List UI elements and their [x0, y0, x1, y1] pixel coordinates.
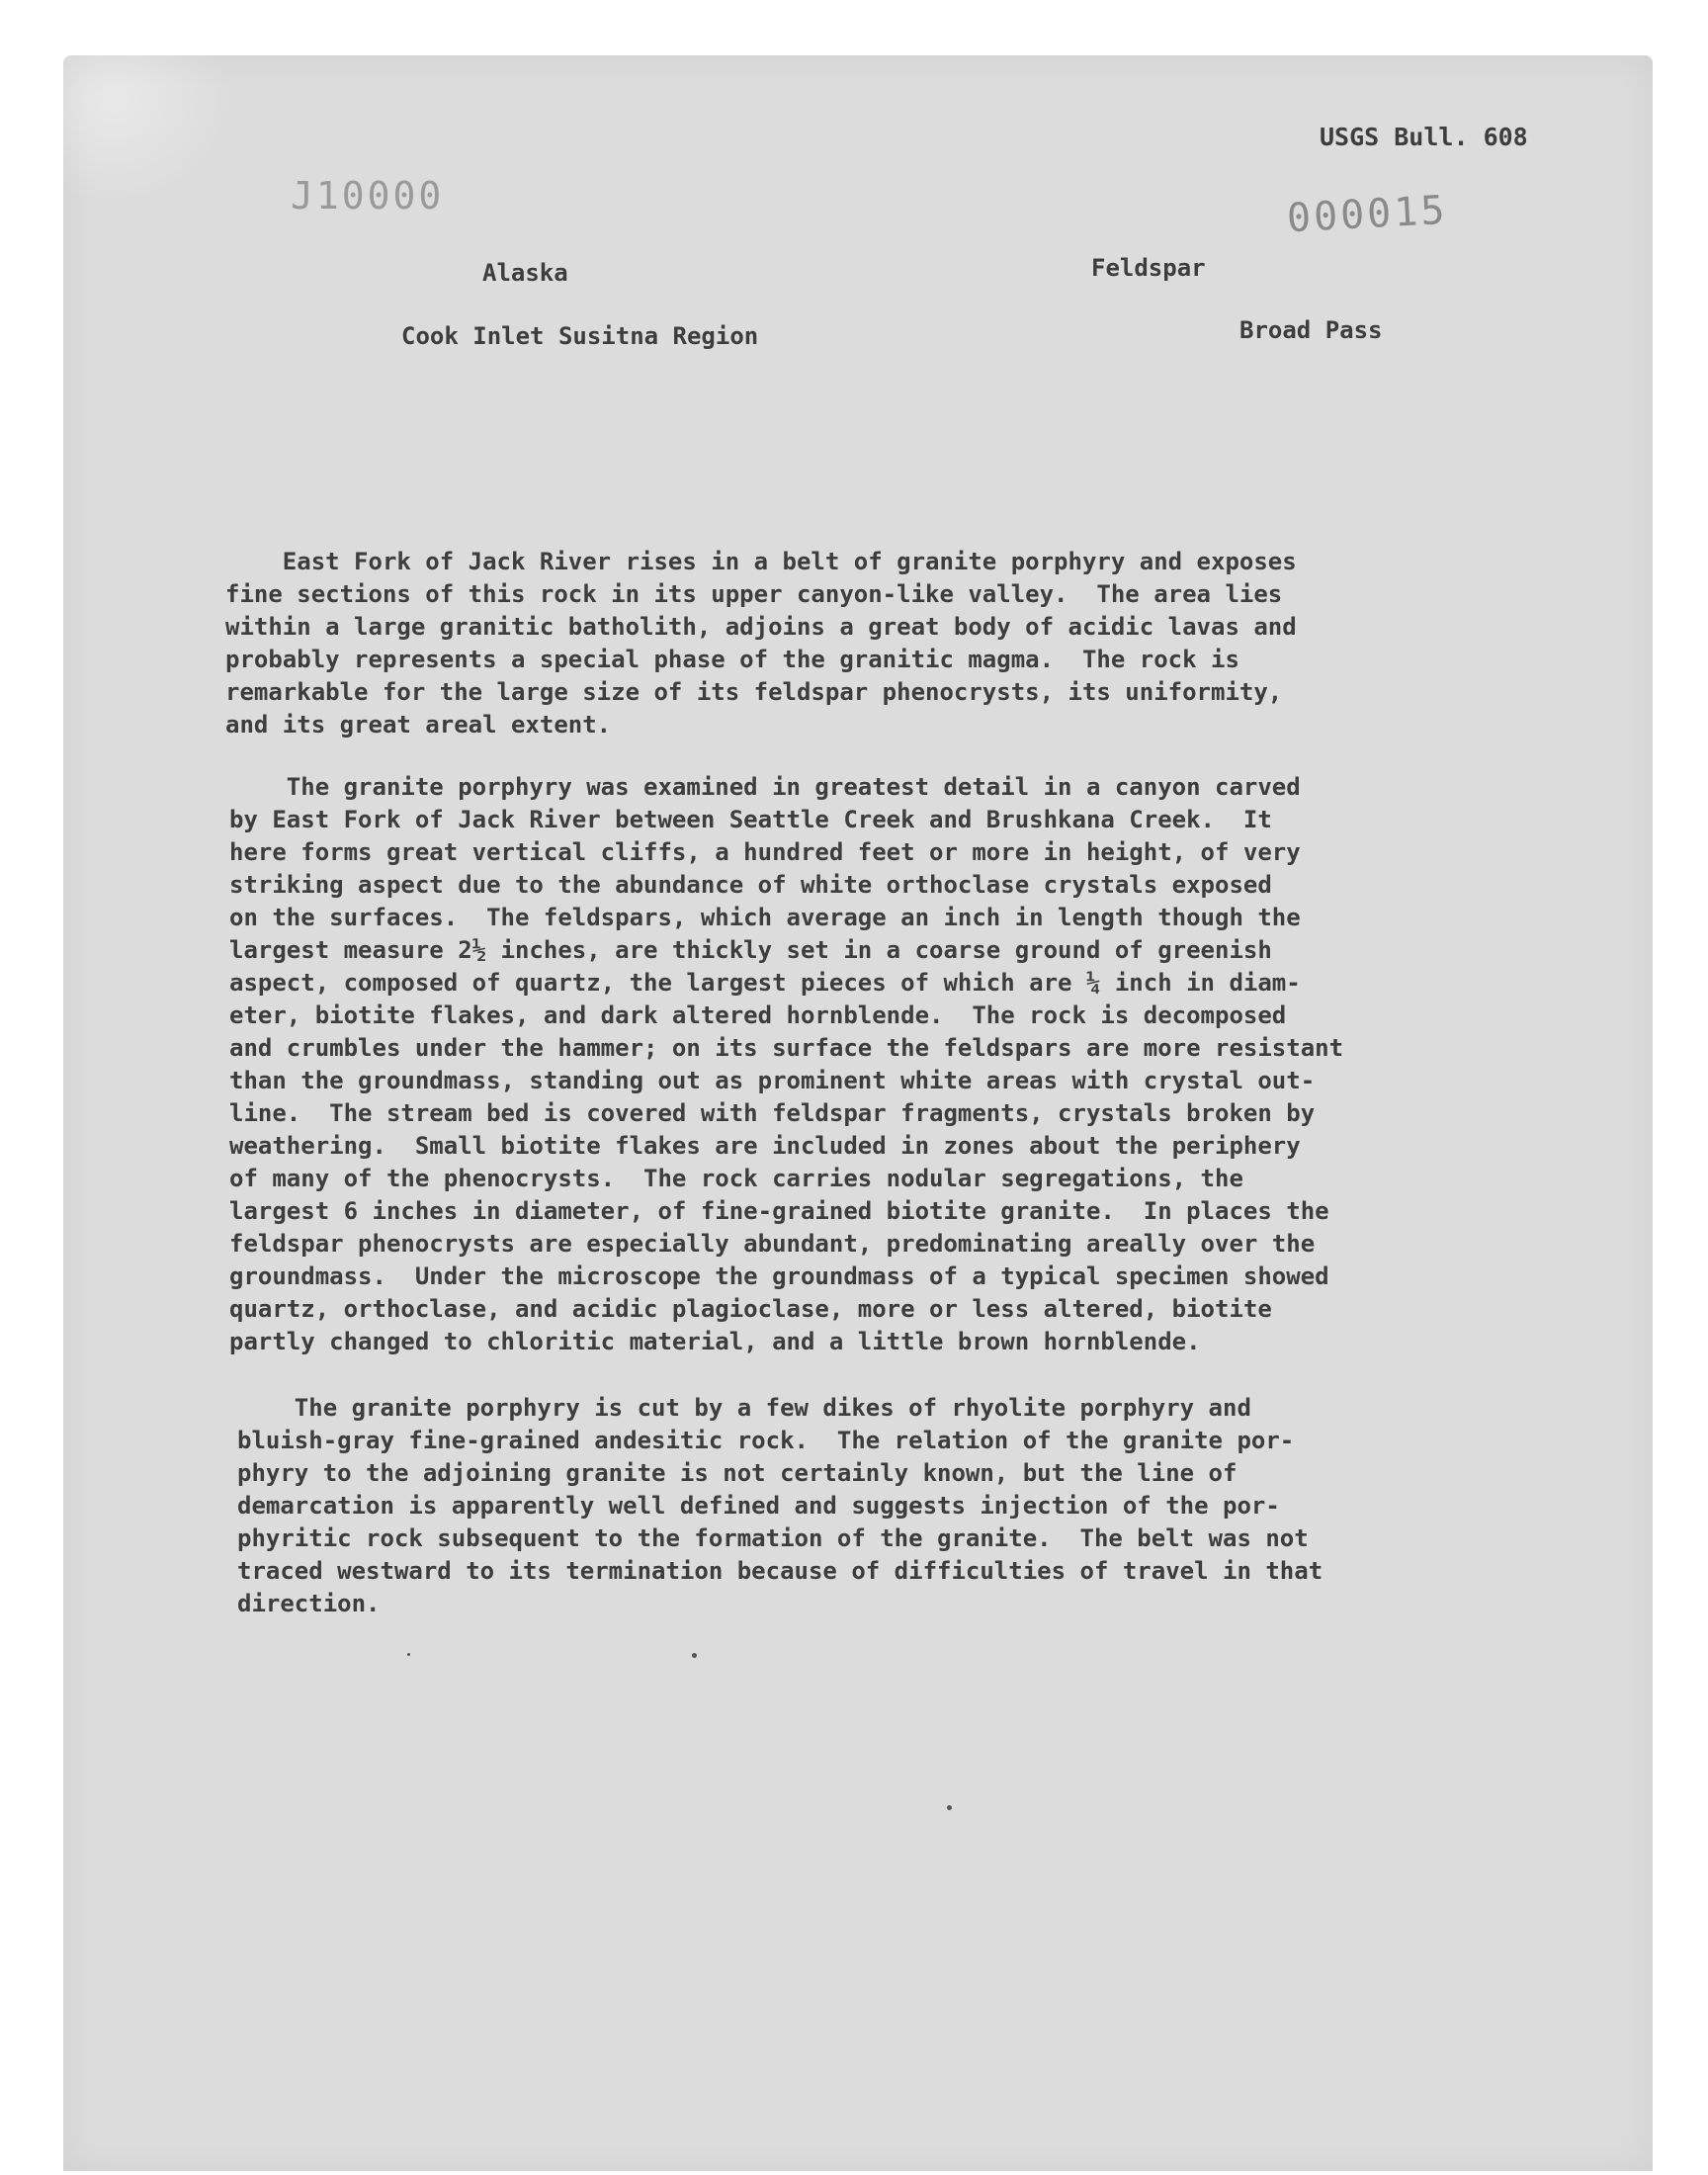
- state-heading: Alaska: [482, 259, 568, 287]
- text-line: on the surfaces. The feldspars, which average an inch in length though the: [229, 904, 1301, 931]
- text-line: largest 6 inches in diameter, of fine-grained biotite granite. In places the: [229, 1197, 1329, 1225]
- paragraph-3: [237, 1392, 1323, 1620]
- ink-speck: [947, 1805, 952, 1810]
- bulletin-reference: USGS Bull. 608: [1320, 123, 1528, 151]
- text-line: phyry to the adjoining granite is not certainly known, but the line of: [237, 1459, 1238, 1487]
- archive-stamp-left: J10000: [291, 174, 445, 218]
- region-heading: Cook Inlet Susitna Region: [401, 322, 759, 350]
- text-line: probably represents a special phase of the granitic magma. The rock is: [225, 646, 1239, 673]
- text-line: and crumbles under the hammer; on its surface the feldspars are more resistant: [229, 1034, 1344, 1062]
- text-line: within a large granitic batholith, adjoins a great body of acidic lavas and: [225, 613, 1297, 641]
- text-line: line. The stream bed is covered with feldspar fragments, crystals broken by: [229, 1099, 1316, 1127]
- text-line: aspect, composed of quartz, the largest pieces of which are ¼ inch in diam-: [229, 969, 1301, 997]
- text-line: and its great areal extent.: [225, 711, 612, 739]
- folded-corner: [63, 55, 231, 204]
- text-line: quartz, orthoclase, and acidic plagioclase, more or less altered, biotite: [229, 1295, 1272, 1323]
- archive-stamp-right: 000015: [1285, 187, 1449, 242]
- paragraph-2: [229, 771, 1343, 1358]
- text-line: bluish-gray fine-grained andesitic rock. The relation of the granite por-: [237, 1427, 1295, 1454]
- text-line: East Fork of Jack River rises in a belt of granite porphyry and exposes: [225, 548, 1297, 575]
- text-line: groundmass. Under the microscope the groundmass of a typical specimen showed: [229, 1262, 1329, 1290]
- text-line: by East Fork of Jack River between Seattle Creek and Brushkana Creek. It: [229, 806, 1272, 833]
- text-line: weathering. Small biotite flakes are included in zones about the periphery: [229, 1132, 1301, 1160]
- text-line: fine sections of this rock in its upper canyon-like valley. The area lies: [225, 580, 1283, 608]
- text-line: largest measure 2½ inches, are thickly set in a coarse ground of greenish: [229, 936, 1272, 964]
- text-line: feldspar phenocrysts are especially abundant, predominating areally over the: [229, 1230, 1316, 1258]
- text-line: striking aspect due to the abundance of white orthoclase crystals exposed: [229, 871, 1272, 899]
- locality-heading: Broad Pass: [1239, 316, 1383, 344]
- text-line: of many of the phenocrysts. The rock carries nodular segregations, the: [229, 1165, 1243, 1192]
- text-line: direction.: [237, 1590, 381, 1617]
- ink-speck: [407, 1653, 410, 1656]
- text-line: partly changed to chloritic material, and a little brown hornblende.: [229, 1328, 1201, 1355]
- text-line: The granite porphyry was examined in greatest detail in a canyon carved: [229, 773, 1301, 801]
- text-line: remarkable for the large size of its feldspar phenocrysts, its uniformity,: [225, 678, 1283, 706]
- text-line: traced westward to its termination because of difficulties of travel in that: [237, 1557, 1324, 1585]
- ink-speck: [692, 1653, 697, 1658]
- paragraph-1: [225, 546, 1297, 741]
- text-line: eter, biotite flakes, and dark altered hornblende. The rock is decomposed: [229, 1001, 1287, 1029]
- text-line: phyritic rock subsequent to the formation of the granite. The belt was not: [237, 1524, 1309, 1552]
- text-line: demarcation is apparently well defined and suggests injection of the por-: [237, 1492, 1280, 1520]
- text-line: here forms great vertical cliffs, a hundred feet or more in height, of very: [229, 838, 1301, 866]
- mineral-heading: Feldspar: [1091, 254, 1206, 282]
- text-line: than the groundmass, standing out as prominent white areas with crystal out-: [229, 1067, 1316, 1094]
- text-line: The granite porphyry is cut by a few dikes of rhyolite porphyry and: [237, 1394, 1251, 1422]
